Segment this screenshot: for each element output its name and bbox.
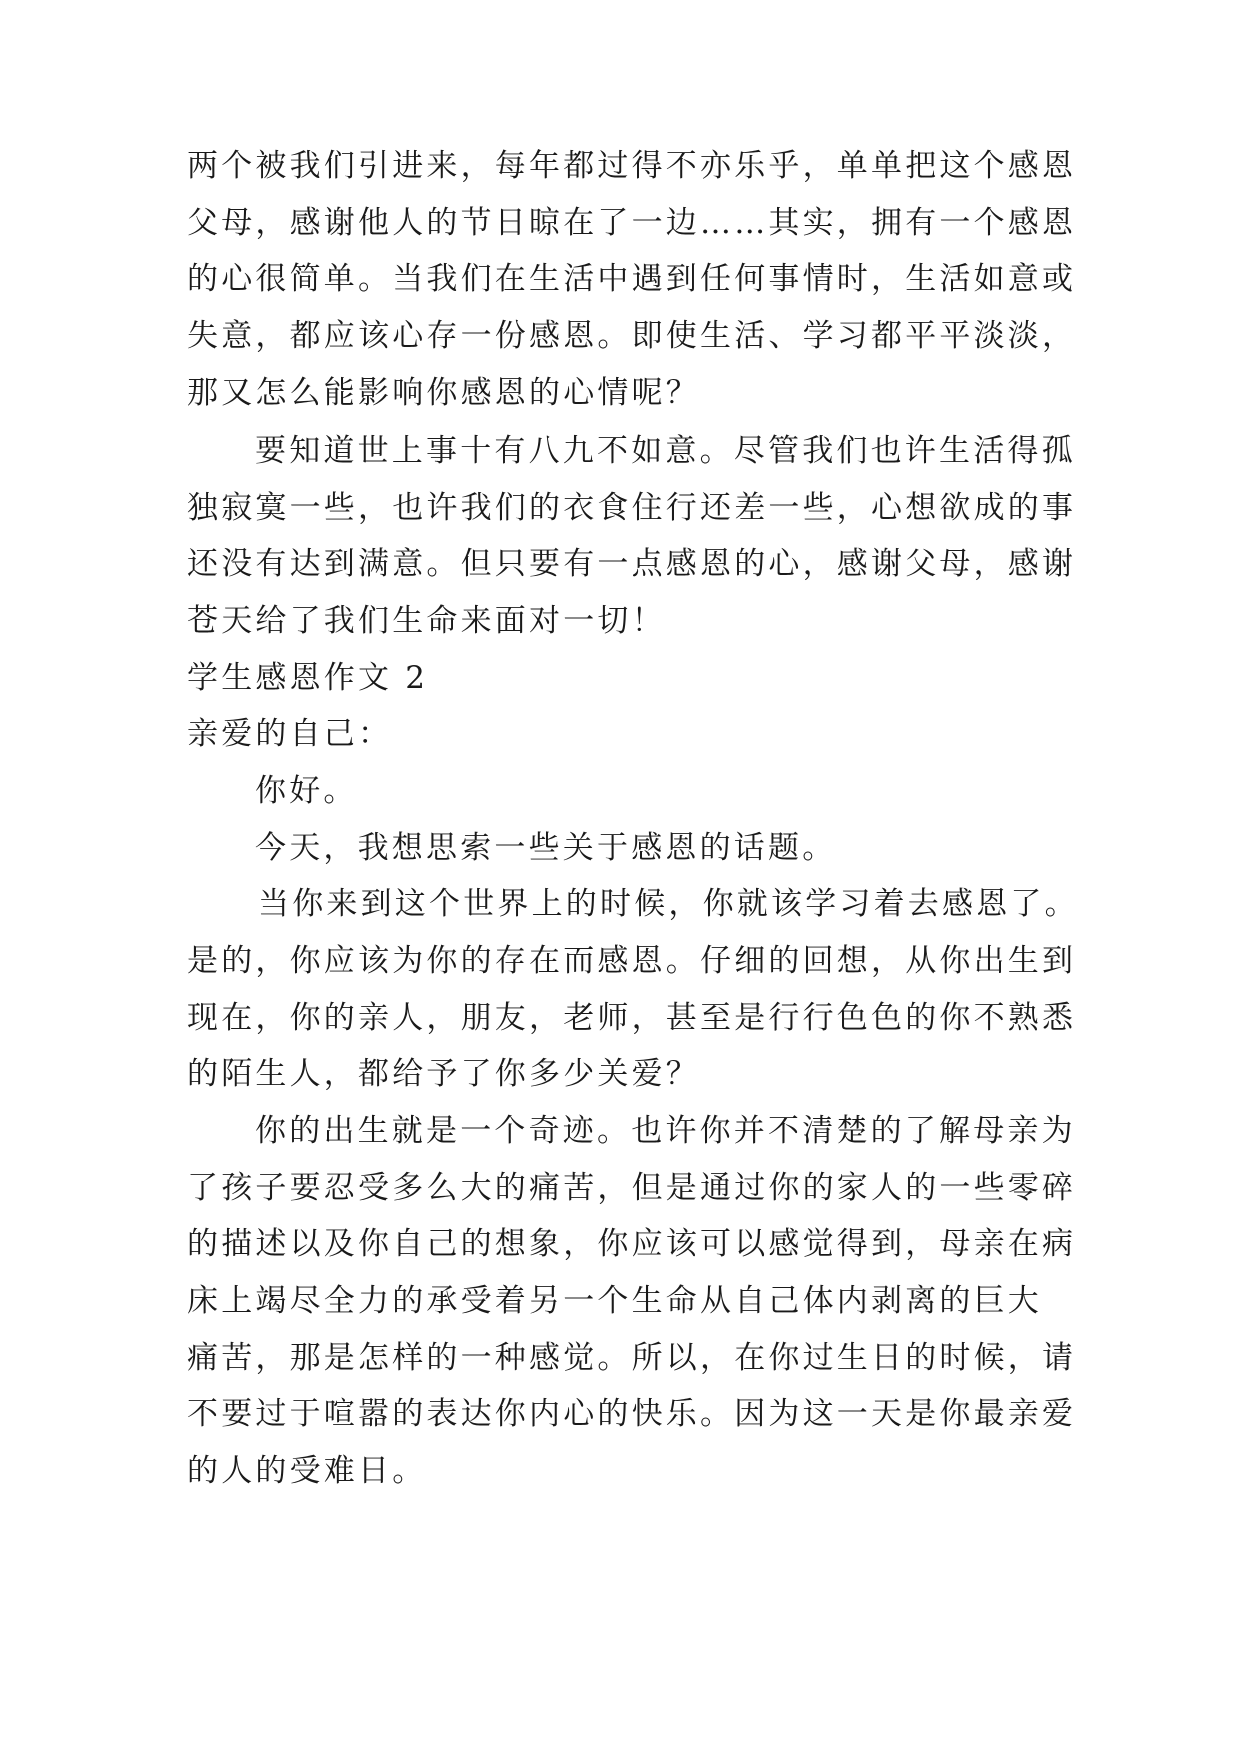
section-heading: 学生感恩作文 2 [187,660,429,696]
text-line: 还没有达到满意。但只要有一点感恩的心，感谢父母，感谢 [187,546,1077,582]
paragraph-first-line: 当你来到这个世界上的时候，你就该学习着去感恩了。 [258,886,1079,922]
text-line: 现在，你的亲人，朋友，老师，甚至是行行色色的你不熟悉 [187,1000,1077,1036]
text-line: 的陌生人，都给予了你多少关爱？ [187,1056,700,1092]
salutation: 亲爱的自己： [187,716,393,752]
greeting: 你好。 [255,773,358,809]
text-line: 了孩子要忍受多么大的痛苦，但是通过你的家人的一些零碎 [187,1170,1077,1206]
text-line: 的心很简单。当我们在生活中遇到任何事情时，生活如意或 [187,261,1077,297]
text-line: 两个被我们引进来，每年都过得不亦乐乎，单单把这个感恩 [187,148,1077,184]
text-line: 那又怎么能影响你感恩的心情呢？ [187,375,700,411]
text-line: 的人的受难日。 [187,1453,427,1489]
text-line: 床上竭尽全力的承受着另一个生命从自己体内剥离的巨大 [187,1283,1042,1319]
text-line: 失意，都应该心存一份感恩。即使生活、学习都平平淡淡， [187,318,1077,354]
text-line: 是的，你应该为你的存在而感恩。仔细的回想，从你出生到 [187,943,1077,979]
paragraph-first-line: 你的出生就是一个奇迹。也许你并不清楚的了解母亲为 [255,1113,1076,1149]
text-line: 不要过于喧嚣的表达你内心的快乐。因为这一天是你最亲爱 [187,1396,1077,1432]
paragraph-first-line: 要知道世上事十有八九不如意。尽管我们也许生活得孤 [255,433,1076,469]
text-line: 的描述以及你自己的想象，你应该可以感觉得到，母亲在病 [187,1226,1077,1262]
text-line: 父母，感谢他人的节日晾在了一边……其实，拥有一个感恩 [187,205,1077,241]
text-line: 苍天给了我们生命来面对一切！ [187,603,666,639]
paragraph-first-line: 今天，我想思索一些关于感恩的话题。 [255,830,837,866]
text-line: 痛苦，那是怎样的一种感觉。所以，在你过生日的时候，请 [187,1340,1077,1376]
text-line: 独寂寞一些，也许我们的衣食住行还差一些，心想欲成的事 [187,490,1077,526]
